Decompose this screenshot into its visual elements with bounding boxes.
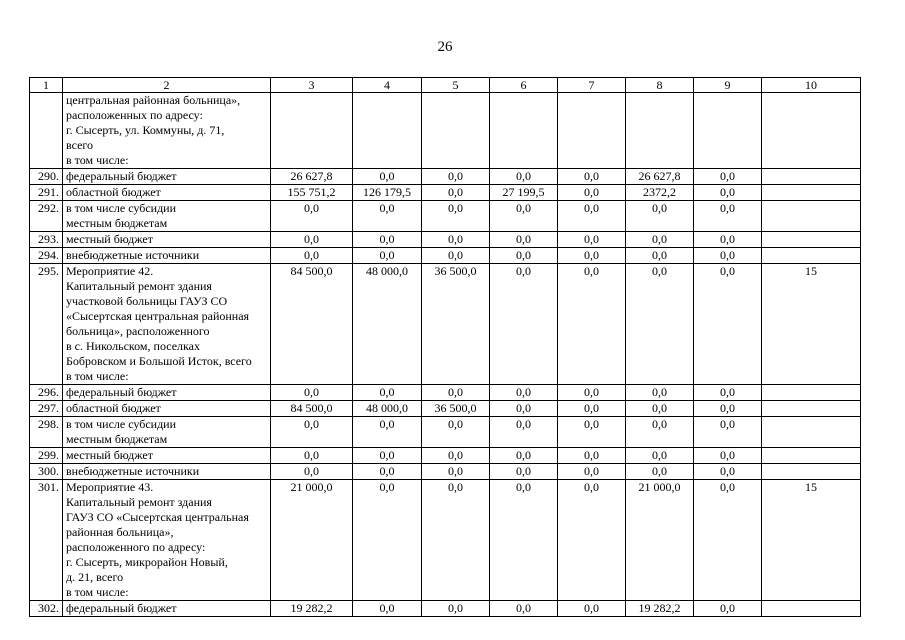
value-cell: 27 199,5	[490, 185, 558, 201]
value-cell: 0,0	[626, 385, 694, 401]
description-line: федеральный бюджет	[66, 169, 177, 183]
row-description	[63, 248, 271, 264]
value-cell: 0,0	[558, 201, 626, 232]
value-cell: 0,0	[353, 417, 422, 448]
row-description	[63, 448, 271, 464]
description-line: расположенного по адресу:	[66, 540, 206, 554]
value-cell: 84 500,0	[271, 401, 353, 417]
value-cell	[422, 93, 490, 169]
column-header: 6	[490, 78, 558, 93]
description-line: федеральный бюджет	[66, 385, 177, 399]
value-cell	[762, 385, 861, 401]
value-cell: 0,0	[558, 185, 626, 201]
value-cell	[762, 232, 861, 248]
column-header: 3	[271, 78, 353, 93]
table-header-row	[30, 78, 861, 93]
row-description	[63, 201, 271, 232]
row-number: 299.	[30, 448, 63, 464]
value-cell: 0,0	[694, 448, 762, 464]
column-header: 9	[694, 78, 762, 93]
description-line: областной бюджет	[66, 401, 161, 415]
value-cell: 21 000,0	[626, 480, 694, 601]
value-cell: 155 751,2	[271, 185, 353, 201]
row-description	[63, 93, 271, 169]
value-cell: 0,0	[626, 417, 694, 448]
row-number: 294.	[30, 248, 63, 264]
value-cell	[558, 93, 626, 169]
row-number: 301.	[30, 480, 63, 601]
description-line: расположенных по адресу:	[66, 108, 203, 122]
table-row	[30, 93, 861, 169]
table-row	[30, 464, 861, 480]
table-row	[30, 385, 861, 401]
description-line: в том числе субсидии	[66, 201, 177, 215]
value-cell: 0,0	[558, 385, 626, 401]
description-line: «Сысертская центральная районная	[66, 309, 250, 323]
description-line: местным бюджетам	[66, 216, 168, 230]
column-header: 2	[63, 78, 271, 93]
column-header: 5	[422, 78, 490, 93]
value-cell: 0,0	[422, 248, 490, 264]
value-cell: 0,0	[558, 601, 626, 617]
row-description	[63, 417, 271, 448]
value-cell: 0,0	[626, 248, 694, 264]
value-cell: 0,0	[626, 264, 694, 385]
value-cell: 0,0	[626, 201, 694, 232]
value-cell: 0,0	[422, 417, 490, 448]
value-cell: 0,0	[271, 417, 353, 448]
table-row	[30, 480, 861, 601]
value-cell: 0,0	[422, 385, 490, 401]
value-cell: 0,0	[353, 601, 422, 617]
value-cell: 0,0	[558, 401, 626, 417]
value-cell	[762, 417, 861, 448]
value-cell	[353, 93, 422, 169]
description-line: местный бюджет	[66, 448, 153, 462]
row-number: 297.	[30, 401, 63, 417]
value-cell: 0,0	[558, 248, 626, 264]
row-description	[63, 601, 271, 617]
description-line: Бобровском и Большой Исток, всего	[66, 354, 252, 368]
value-cell: 0,0	[558, 169, 626, 185]
description-line: в том числе субсидии	[66, 417, 177, 431]
description-line: Капитальный ремонт здания	[66, 279, 212, 293]
table-row	[30, 417, 861, 448]
value-cell: 0,0	[694, 417, 762, 448]
value-cell: 0,0	[558, 464, 626, 480]
row-number: 295.	[30, 264, 63, 385]
value-cell: 0,0	[626, 448, 694, 464]
row-description	[63, 264, 271, 385]
value-cell: 0,0	[490, 401, 558, 417]
description-line: внебюджетные источники	[66, 464, 200, 478]
description-line: д. 21, всего	[66, 570, 124, 584]
value-cell	[762, 185, 861, 201]
description-line: Мероприятие 43.	[66, 480, 154, 494]
value-cell: 0,0	[490, 385, 558, 401]
description-line: внебюджетные источники	[66, 248, 200, 262]
value-cell: 0,0	[422, 448, 490, 464]
value-cell: 84 500,0	[271, 264, 353, 385]
value-cell: 2372,2	[626, 185, 694, 201]
value-cell: 0,0	[271, 464, 353, 480]
column-header: 10	[762, 78, 861, 93]
value-cell: 0,0	[490, 232, 558, 248]
value-cell: 0,0	[353, 480, 422, 601]
table-row	[30, 248, 861, 264]
description-line: федеральный бюджет	[66, 601, 177, 615]
value-cell: 0,0	[422, 169, 490, 185]
column-header: 7	[558, 78, 626, 93]
value-cell: 36 500,0	[422, 264, 490, 385]
column-header: 8	[626, 78, 694, 93]
value-cell: 0,0	[490, 601, 558, 617]
description-line: г. Сысерть, микрорайон Новый,	[66, 555, 228, 569]
value-cell	[762, 169, 861, 185]
value-cell: 0,0	[694, 385, 762, 401]
value-cell	[490, 93, 558, 169]
value-cell: 0,0	[422, 601, 490, 617]
value-cell: 0,0	[271, 201, 353, 232]
table-row	[30, 264, 861, 385]
value-cell: 0,0	[422, 185, 490, 201]
description-line: в том числе:	[66, 153, 129, 167]
table-row	[30, 201, 861, 232]
description-line: местный бюджет	[66, 232, 153, 246]
value-cell: 48 000,0	[353, 401, 422, 417]
description-line: Капитальный ремонт здания	[66, 495, 212, 509]
value-cell	[626, 93, 694, 169]
value-cell: 0,0	[353, 385, 422, 401]
value-cell: 0,0	[694, 464, 762, 480]
description-line: в том числе:	[66, 585, 129, 599]
value-cell: 0,0	[271, 248, 353, 264]
description-line: г. Сысерть, ул. Коммуны, д. 71,	[66, 123, 225, 137]
value-cell: 21 000,0	[271, 480, 353, 601]
row-description	[63, 480, 271, 601]
row-number: 296.	[30, 385, 63, 401]
description-line: в том числе:	[66, 369, 129, 383]
value-cell	[762, 401, 861, 417]
value-cell: 0,0	[353, 248, 422, 264]
value-cell	[762, 464, 861, 480]
value-cell	[762, 601, 861, 617]
table-row	[30, 169, 861, 185]
value-cell: 0,0	[422, 464, 490, 480]
value-cell: 48 000,0	[353, 264, 422, 385]
description-line: местным бюджетам	[66, 432, 168, 446]
row-description	[63, 385, 271, 401]
value-cell: 0,0	[694, 601, 762, 617]
value-cell: 0,0	[558, 448, 626, 464]
row-description	[63, 169, 271, 185]
row-description	[63, 401, 271, 417]
value-cell: 0,0	[626, 464, 694, 480]
value-cell: 126 179,5	[353, 185, 422, 201]
value-cell: 0,0	[694, 480, 762, 601]
value-cell	[762, 201, 861, 232]
value-cell: 0,0	[694, 201, 762, 232]
value-cell: 0,0	[271, 385, 353, 401]
column-header: 1	[30, 78, 63, 93]
value-cell: 0,0	[694, 248, 762, 264]
value-cell: 0,0	[626, 232, 694, 248]
row-number	[30, 93, 63, 169]
value-cell	[762, 93, 861, 169]
value-cell: 0,0	[558, 232, 626, 248]
value-cell: 0,0	[694, 264, 762, 385]
value-cell: 0,0	[490, 201, 558, 232]
value-cell: 0,0	[490, 464, 558, 480]
value-cell: 0,0	[353, 232, 422, 248]
value-cell: 0,0	[558, 264, 626, 385]
table-row	[30, 448, 861, 464]
value-cell: 0,0	[694, 169, 762, 185]
value-cell: 0,0	[353, 169, 422, 185]
value-cell: 15	[762, 264, 861, 385]
row-number: 293.	[30, 232, 63, 248]
description-line: в с. Никольском, поселках	[66, 339, 200, 353]
value-cell: 36 500,0	[422, 401, 490, 417]
value-cell: 0,0	[353, 201, 422, 232]
description-line: ГАУЗ СО «Сысертская центральная	[66, 510, 249, 524]
description-line: всего	[66, 138, 94, 152]
budget-table	[29, 77, 861, 617]
value-cell: 0,0	[694, 232, 762, 248]
value-cell: 0,0	[422, 201, 490, 232]
value-cell	[762, 448, 861, 464]
table-row	[30, 401, 861, 417]
row-description	[63, 464, 271, 480]
row-number: 298.	[30, 417, 63, 448]
description-line: Мероприятие 42.	[66, 264, 154, 278]
value-cell: 0,0	[271, 232, 353, 248]
value-cell: 0,0	[353, 448, 422, 464]
value-cell: 0,0	[422, 232, 490, 248]
value-cell	[271, 93, 353, 169]
table-row	[30, 601, 861, 617]
row-number: 302.	[30, 601, 63, 617]
description-line: областной бюджет	[66, 185, 161, 199]
description-line: больница», расположенного	[66, 324, 210, 338]
value-cell: 0,0	[558, 480, 626, 601]
value-cell: 0,0	[694, 185, 762, 201]
value-cell: 0,0	[626, 401, 694, 417]
value-cell: 0,0	[694, 401, 762, 417]
value-cell: 0,0	[490, 169, 558, 185]
value-cell: 0,0	[558, 417, 626, 448]
value-cell: 0,0	[422, 480, 490, 601]
row-description	[63, 232, 271, 248]
value-cell: 26 627,8	[271, 169, 353, 185]
value-cell: 19 282,2	[626, 601, 694, 617]
value-cell: 19 282,2	[271, 601, 353, 617]
value-cell: 0,0	[271, 448, 353, 464]
description-line: центральная районная больница»,	[66, 93, 241, 107]
value-cell: 0,0	[490, 480, 558, 601]
row-number: 300.	[30, 464, 63, 480]
value-cell: 0,0	[490, 417, 558, 448]
value-cell: 0,0	[490, 448, 558, 464]
value-cell: 15	[762, 480, 861, 601]
description-line: участковой больницы ГАУЗ СО	[66, 294, 228, 308]
page-number: 26	[437, 39, 453, 55]
column-header: 4	[353, 78, 422, 93]
table-row	[30, 185, 861, 201]
row-number: 292.	[30, 201, 63, 232]
value-cell	[762, 248, 861, 264]
value-cell: 0,0	[490, 264, 558, 385]
row-number: 290.	[30, 169, 63, 185]
value-cell: 26 627,8	[626, 169, 694, 185]
value-cell: 0,0	[353, 464, 422, 480]
description-line: районная больница»,	[66, 525, 174, 539]
value-cell: 0,0	[490, 248, 558, 264]
row-number: 291.	[30, 185, 63, 201]
table-row	[30, 232, 861, 248]
value-cell	[694, 93, 762, 169]
row-description	[63, 185, 271, 201]
